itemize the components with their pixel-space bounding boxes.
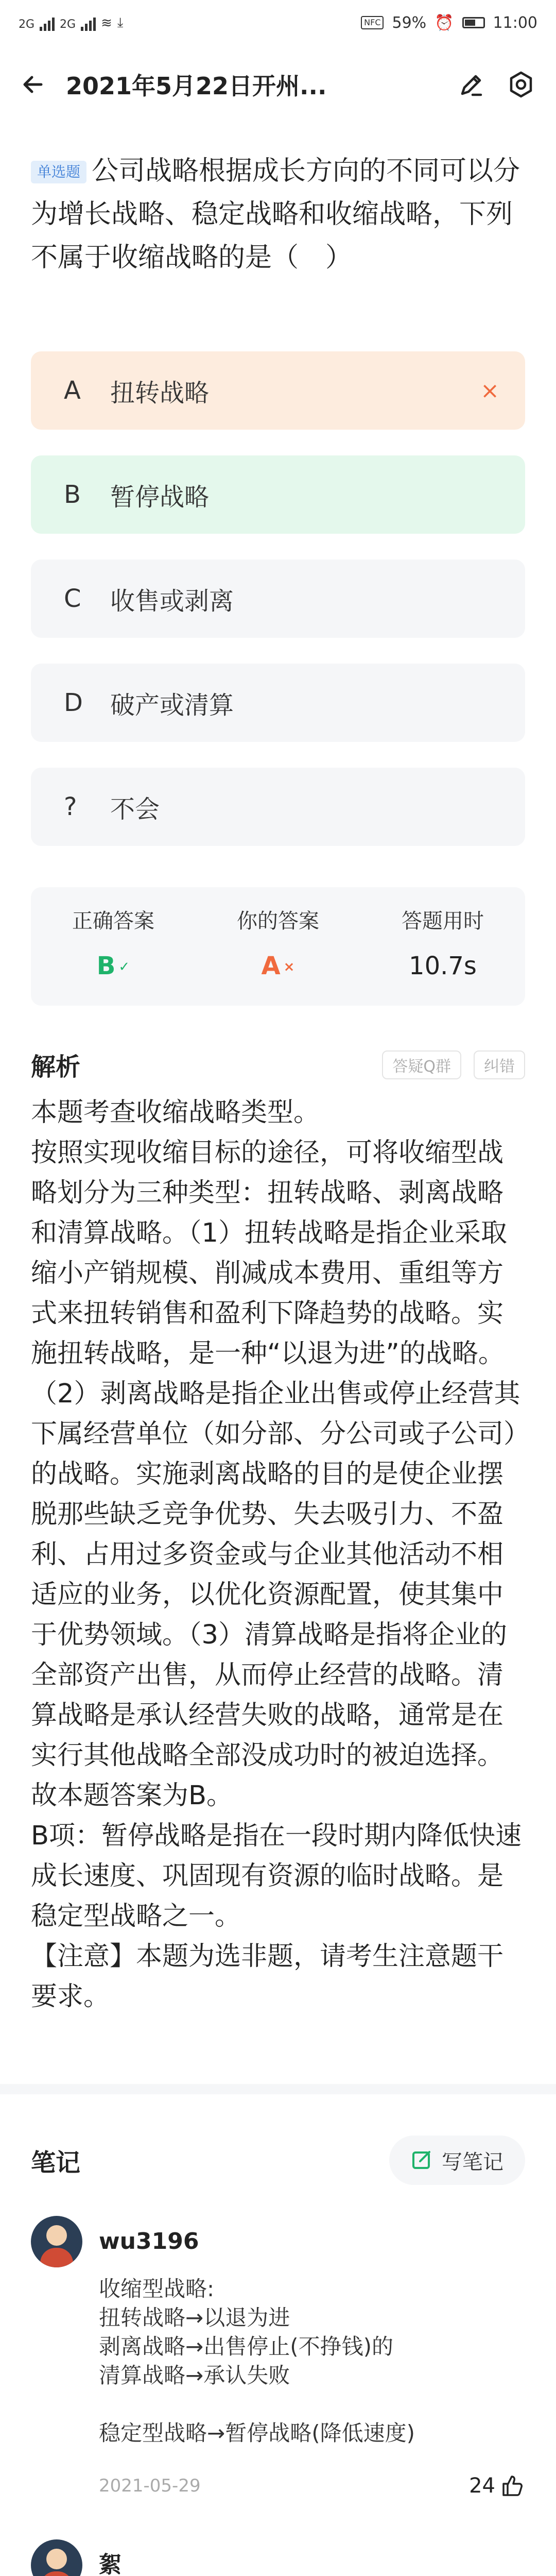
option-a[interactable]: [31, 351, 525, 430]
question-text: 公司战略根据成长方向的不同可以分为增长战略、稳定战略和收缩战略，下列不属于收缩战略的是（ ）: [31, 156, 520, 273]
signal-icon-2: [81, 16, 96, 31]
note-date: 2021-05-29: [99, 2476, 201, 2496]
signal-icon: [40, 16, 55, 31]
settings-icon[interactable]: [507, 70, 535, 99]
status-bar: [0, 0, 556, 45]
alarm-icon: ⏰: [435, 13, 454, 32]
note-author[interactable]: 絮: [99, 2552, 121, 2576]
write-note-label: 写笔记: [442, 2150, 503, 2174]
clock: 11:00: [493, 13, 537, 32]
battery-icon: [462, 17, 485, 28]
notes-title: 笔记: [31, 2148, 81, 2177]
option-d[interactable]: [31, 664, 525, 742]
option-letter: D: [64, 688, 83, 717]
note-content: 收缩型战略: 扭转战略→以退为进 剥离战略→出售停止(不挣钱)的 清算战略→承认失败 稳定型战略→暂停战略(降低速度): [99, 2276, 415, 2446]
status-left: [19, 15, 123, 31]
thumbs-up-icon: [500, 2473, 525, 2498]
edit-icon[interactable]: [457, 70, 486, 99]
status-right: [361, 14, 537, 32]
cross-icon: ×: [283, 959, 295, 975]
option-text: 扭转战略: [110, 378, 210, 408]
question-type-badge: 单选题: [31, 161, 86, 183]
stat-your-answer: [196, 905, 360, 1006]
option-b[interactable]: [31, 455, 525, 534]
check-icon: ✓: [118, 959, 130, 975]
stat-label: 正确答案: [72, 909, 154, 933]
note-item: [31, 2216, 525, 2498]
nav-bar: [0, 45, 556, 124]
option-text: 不会: [110, 794, 160, 824]
answer-stats: [31, 887, 525, 1006]
option-c[interactable]: [31, 560, 525, 638]
question-stem: [0, 124, 556, 279]
options-list: [0, 279, 556, 846]
qq-group-button[interactable]: 答疑Q群: [382, 1050, 461, 1079]
note-body: [99, 2539, 525, 2576]
notes-header: [31, 2136, 525, 2185]
like-button[interactable]: [469, 2473, 525, 2498]
note-author[interactable]: wu3196: [99, 2228, 199, 2255]
stat-time: [360, 905, 525, 1006]
avatar[interactable]: [31, 2216, 82, 2267]
option-text: 破产或清算: [110, 690, 234, 720]
analysis-text: 本题考查收缩战略类型。 按照实现收缩目标的途径，可将收缩型战略划分为三种类型：扭转战略、剥离战略和清算战略。（1）扭转战略是指企业采取缩小产销规模、削减成本费用、重组等方式来扭转销售和盈利下降趋势的战略。实施扭转战略，是一种“以退为进”的战略。（2）剥离战略是指企业出售或停止经营其下属经营单位（如分部、分公司或子公司）的战略。实施剥离战略的目的是使企业摆脱那些缺乏竞争优势、失去吸引力、不盈利、占用过多资金或与企业其他活动不相适应的业务，以优化资源配置，使其集中于优势领域。（3）清算战略是指将企业的全部资产出售，从而停止经营的战略。清算战略是承认经营失败的战略，通常是在实行其他战略全部没成功时的被迫选择。故本题答案为B。 B项：暂停战略是指在一段时期内降低快速成长速度、巩固现有资源的临时战略。是稳定型战略之一。 【注意】本题为选非题，请考生注意题干要求。: [31, 1097, 522, 2012]
note-item: [31, 2539, 525, 2576]
stat-label: 你的答案: [237, 909, 319, 933]
option-unknown[interactable]: [31, 768, 525, 846]
report-error-button[interactable]: 纠错: [474, 1050, 525, 1079]
option-letter: B: [64, 480, 81, 509]
your-answer-value: A ×: [261, 952, 295, 980]
correct-answer-value: B ✓: [96, 952, 130, 980]
back-arrow-icon[interactable]: [21, 72, 45, 97]
wrong-mark-icon: ×: [480, 377, 499, 404]
nav-actions: [457, 70, 535, 99]
section-divider: [0, 2084, 556, 2094]
avatar[interactable]: [31, 2539, 82, 2576]
write-note-button[interactable]: [389, 2136, 525, 2185]
option-letter: C: [64, 584, 81, 613]
like-count: 24: [469, 2474, 495, 2498]
page-title: 2021年5月22日开州...: [66, 72, 327, 100]
option-letter: A: [64, 376, 81, 405]
battery-percent: 59%: [392, 13, 427, 32]
option-letter: ?: [64, 792, 77, 821]
wifi-icon: ≋: [101, 15, 112, 31]
analysis-header: [31, 1047, 525, 1082]
option-text: 收售或剥离: [110, 586, 234, 616]
signal-label-1: 2G: [19, 18, 35, 31]
stat-correct-answer: [31, 905, 196, 1006]
stat-label: 答题用时: [402, 909, 484, 933]
write-note-icon: [411, 2149, 433, 2172]
analysis-title: 解析: [31, 1053, 81, 1081]
note-footer: [99, 2473, 525, 2498]
download-icon: ⤓: [117, 14, 124, 30]
nfc-icon: NFC: [361, 16, 384, 29]
option-text: 暂停战略: [110, 482, 210, 512]
time-value: 10.7s: [409, 952, 477, 980]
note-body: [99, 2216, 525, 2498]
signal-label-2: 2G: [60, 18, 76, 31]
